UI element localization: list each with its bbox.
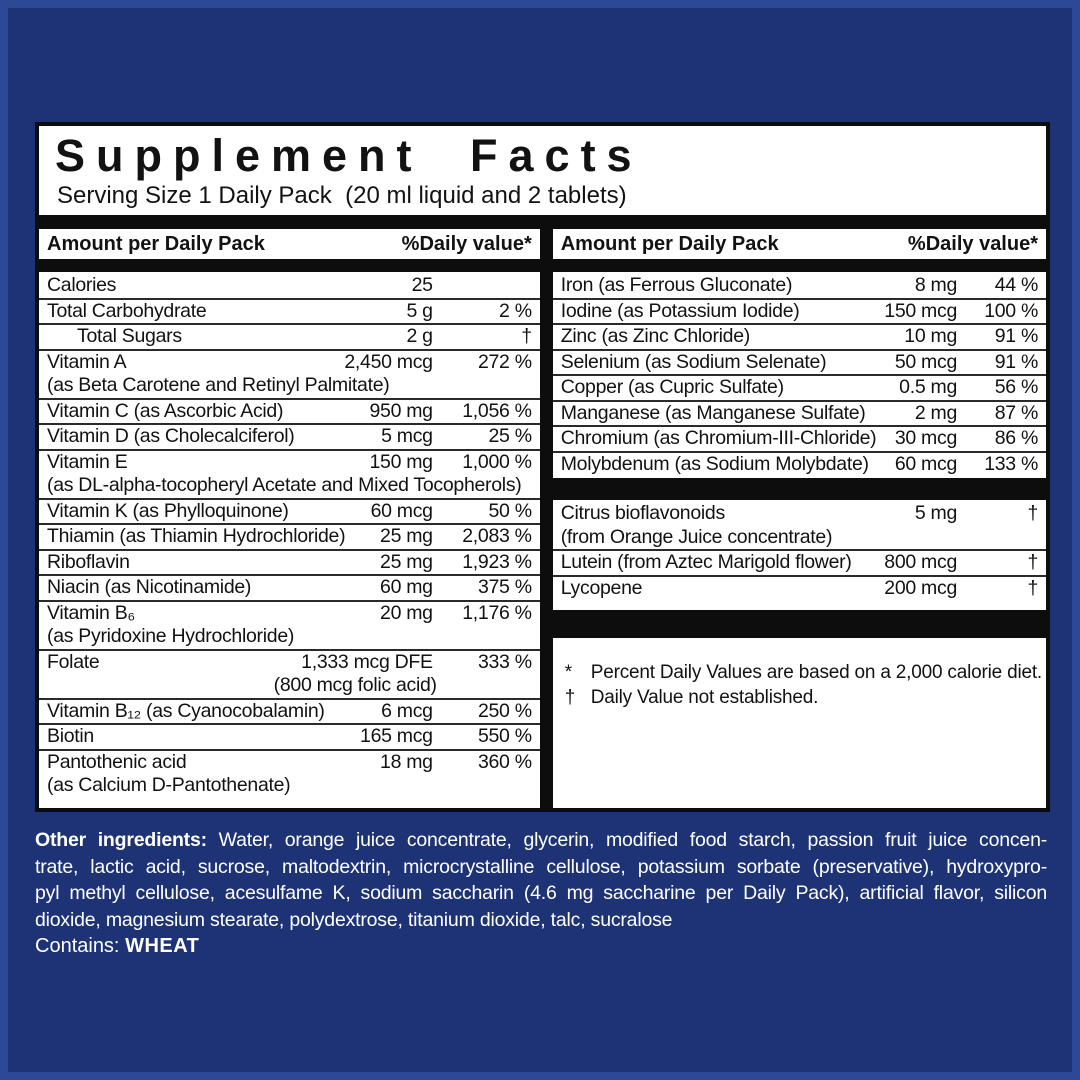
nutrient-line xyxy=(561,300,1038,324)
supplement-facts-panel xyxy=(35,122,1050,812)
nutrient-line xyxy=(561,453,1038,477)
allergen-statement xyxy=(35,933,1047,960)
nutrient-name: Iron (as Ferrous Gluconate) xyxy=(560,274,793,296)
nutrient-row xyxy=(39,549,540,575)
other-ingredients-section xyxy=(35,827,1047,960)
nutrient-name: Vitamin B₆ xyxy=(47,601,135,624)
nutrient-name: Vitamin B₁₂ (as Cyanocobalamin) xyxy=(47,699,325,722)
nutrient-name: Niacin (as Nicotinamide) xyxy=(47,576,252,598)
nutrient-amount: 25 xyxy=(411,274,433,296)
nutrient-row xyxy=(39,498,540,524)
nutrient-line xyxy=(561,351,1038,375)
separator-band xyxy=(39,215,1046,229)
nutrient-name: Total Sugars xyxy=(77,325,182,347)
nutrient-name: Iodine (as Potassium Iodide) xyxy=(560,299,800,322)
nutrient-line xyxy=(47,451,532,475)
nutrient-amount: 950 mg xyxy=(369,399,433,422)
nutrient-daily-value: † xyxy=(1027,551,1038,573)
nutrient-row xyxy=(553,400,1046,426)
nutrient-name: Calories xyxy=(47,274,117,296)
nutrient-source-note: (as Pyridoxine Hydrochloride) xyxy=(47,625,295,647)
nutrient-line xyxy=(47,651,532,675)
nutrient-daily-value: 1,923 % xyxy=(462,550,532,573)
nutrient-line xyxy=(47,425,532,449)
nutrient-row xyxy=(553,425,1046,451)
nutrient-daily-value: 86 % xyxy=(994,427,1038,449)
separator-band xyxy=(553,259,1046,272)
nutrient-row xyxy=(553,274,1046,298)
nutrient-amount: 5 g xyxy=(406,299,433,322)
nutrient-row xyxy=(39,649,540,698)
nutrient-name: Citrus bioflavonoids xyxy=(560,502,725,524)
nutrient-name: Selenium (as Sodium Selenate) xyxy=(560,350,827,373)
footnotes-box xyxy=(553,638,1046,808)
nutrient-name: Lycopene xyxy=(560,576,643,599)
nutrient-amount: 8 mg xyxy=(914,274,957,296)
nutrient-name: Thiamin (as Thiamin Hydrochloride) xyxy=(47,525,346,547)
nutrient-line xyxy=(47,525,532,549)
nutrient-name: Biotin xyxy=(47,725,94,747)
nutrient-row xyxy=(39,323,540,349)
vitamins-table xyxy=(39,272,540,808)
nutrient-row xyxy=(39,449,540,498)
nutrient-name: Chromium (as Chromium-III-Chloride) xyxy=(560,427,877,449)
nutrient-amount: 150 mg xyxy=(369,450,433,473)
nutrient-daily-value: 87 % xyxy=(994,401,1038,424)
nutrient-amount: 2,450 mcg xyxy=(344,350,433,373)
right-column xyxy=(553,229,1046,808)
nutrient-name: Manganese (as Manganese Sulfate) xyxy=(560,401,866,424)
nutrient-daily-value: 25 % xyxy=(488,425,532,447)
nutrient-line xyxy=(561,577,1038,601)
nutrient-daily-value: 1,056 % xyxy=(462,399,532,422)
column-divider xyxy=(540,229,553,808)
right-column-header xyxy=(553,229,1046,259)
nutrient-daily-value: † xyxy=(521,325,532,347)
nutrient-row xyxy=(39,423,540,449)
facts-columns xyxy=(39,229,1046,808)
separator-band xyxy=(553,478,1046,500)
nutrient-daily-value: 56 % xyxy=(994,376,1038,398)
nutrient-amount: 200 mcg xyxy=(884,576,957,599)
separator-band xyxy=(39,259,540,272)
allergen-value: WHEAT xyxy=(125,935,200,957)
nutrient-daily-value: † xyxy=(1027,576,1038,599)
daily-value-header-label: %Daily value* xyxy=(907,232,1038,255)
other-ingredients-line: trate, lactic acid, sucrose, maltodextrin, microcrystalline cellulose, potassium sorbate (preservative), hydroxypro- xyxy=(35,855,1047,878)
nutrient-row xyxy=(553,298,1046,324)
nutrient-daily-value: 2 % xyxy=(499,299,532,322)
footnote-text: Percent Daily Values are based on a 2,000 calorie diet. xyxy=(590,662,1042,683)
nutrient-line xyxy=(47,500,532,524)
nutrient-row xyxy=(39,398,540,424)
nutrient-line xyxy=(561,551,1038,575)
nutrient-daily-value: 1,000 % xyxy=(462,450,532,473)
contains-label: Contains: xyxy=(35,935,120,957)
nutrient-name: Folate xyxy=(47,650,100,673)
footnote-daily-values xyxy=(565,660,1042,685)
nutrient-row xyxy=(39,600,540,649)
nutrient-daily-value: 100 % xyxy=(984,299,1038,322)
nutrient-amount: 60 mcg xyxy=(370,499,433,522)
nutrient-daily-value: 375 % xyxy=(477,576,532,598)
nutrient-row xyxy=(553,575,1046,601)
nutrient-line xyxy=(47,400,532,424)
nutrient-name: Vitamin C (as Ascorbic Acid) xyxy=(47,399,284,422)
nutrient-line xyxy=(47,551,532,575)
nutrient-line xyxy=(47,700,532,724)
nutrient-amount: 25 mg xyxy=(380,525,433,547)
nutrient-amount: 60 mcg xyxy=(894,452,957,475)
daily-value-header-label: %Daily value* xyxy=(401,232,532,255)
nutrient-daily-value: 333 % xyxy=(477,650,532,673)
nutrient-row xyxy=(553,349,1046,375)
nutrient-amount-note: (800 mcg folic acid) xyxy=(273,674,437,696)
nutrient-daily-value: 50 % xyxy=(488,499,532,522)
nutrient-amount: 20 mg xyxy=(380,601,433,624)
nutrient-name: Lutein (from Aztec Marigold flower) xyxy=(560,551,852,573)
panel-title: Supplement Facts xyxy=(55,130,643,181)
nutrient-row xyxy=(553,549,1046,575)
nutrient-row xyxy=(39,749,540,798)
nutrient-amount: 5 mcg xyxy=(381,425,433,447)
left-column-header xyxy=(39,229,540,259)
nutrient-source-note: (as DL-alpha-tocopheryl Acetate and Mixed Tocopherols) xyxy=(47,474,522,496)
nutrient-amount: 2 g xyxy=(406,325,433,347)
nutrient-row xyxy=(39,298,540,324)
nutrient-row xyxy=(39,523,540,549)
nutrient-daily-value: 91 % xyxy=(994,350,1038,373)
nutrient-row xyxy=(39,274,540,298)
nutrient-row xyxy=(39,574,540,600)
nutrient-name: Total Carbohydrate xyxy=(47,299,207,322)
other-ingredients-line: pyl methyl cellulose, acesulfame K, sodium saccharin (4.6 mg saccharine per Daily Pack), artificial flavor, silicon xyxy=(35,882,1047,904)
nutrient-amount: 50 mcg xyxy=(894,350,957,373)
nutrient-name: Molybdenum (as Sodium Molybdate) xyxy=(560,452,869,475)
nutrient-row xyxy=(39,698,540,724)
asterisk-marker: * xyxy=(564,662,572,683)
serving-size-text: Serving Size 1 Daily Pack (20 ml liquid and 2 tablets) xyxy=(57,182,627,209)
nutrient-line xyxy=(561,402,1038,426)
footnote-text: Daily Value not established. xyxy=(590,687,819,708)
dagger-marker: † xyxy=(564,687,576,708)
botanicals-table xyxy=(553,500,1046,610)
other-ingredients-heading: Other ingredients: xyxy=(35,829,207,851)
nutrient-line xyxy=(561,502,1038,526)
nutrient-line xyxy=(47,751,532,775)
other-ingredients-text: Water, orange juice concentrate, glycerin, modified food starch, passion fruit juice concen- xyxy=(218,829,1048,851)
nutrient-daily-value: 44 % xyxy=(994,274,1038,296)
nutrient-source-note: (as Calcium D-Pantothenate) xyxy=(47,774,291,796)
nutrient-name: Pantothenic acid xyxy=(47,750,187,773)
nutrient-amount: 150 mcg xyxy=(884,299,957,322)
nutrient-line xyxy=(561,325,1038,349)
nutrient-line xyxy=(561,376,1038,400)
nutrient-row xyxy=(553,502,1046,549)
nutrient-amount: 10 mg xyxy=(904,325,957,347)
nutrient-name: Copper (as Cupric Sulfate) xyxy=(560,376,784,398)
nutrient-amount: 18 mg xyxy=(380,750,433,773)
nutrient-name: Zinc (as Zinc Chloride) xyxy=(560,325,750,347)
nutrient-line xyxy=(47,602,532,626)
panel-header xyxy=(39,126,1046,215)
amount-header-label: Amount per Daily Pack xyxy=(47,232,265,255)
nutrient-row xyxy=(553,374,1046,400)
nutrient-line xyxy=(561,427,1038,451)
nutrient-name: Vitamin A xyxy=(47,350,127,373)
nutrient-name: Vitamin K (as Phylloquinone) xyxy=(47,499,289,522)
nutrient-line xyxy=(47,274,532,298)
nutrient-line xyxy=(47,351,532,375)
other-ingredients-line: dioxide, magnesium stearate, polydextrose, titanium dioxide, talc, sucralose xyxy=(35,908,673,931)
nutrient-name: Vitamin D (as Cholecalciferol) xyxy=(47,425,295,447)
nutrient-amount: 165 mcg xyxy=(360,725,433,747)
nutrient-line xyxy=(47,576,532,600)
nutrient-amount: 800 mcg xyxy=(884,551,957,573)
nutrient-name: Riboflavin xyxy=(47,550,130,573)
nutrient-amount: 0.5 mg xyxy=(899,376,957,398)
minerals-table xyxy=(553,272,1046,478)
nutrient-daily-value: 550 % xyxy=(477,725,532,747)
nutrient-row xyxy=(553,323,1046,349)
nutrient-amount: 1,333 mcg DFE xyxy=(301,650,433,673)
nutrient-daily-value: 1,176 % xyxy=(462,601,532,624)
nutrient-line xyxy=(47,725,532,749)
nutrient-line xyxy=(47,300,532,324)
nutrient-amount: 5 mg xyxy=(914,502,957,524)
nutrient-amount: 6 mcg xyxy=(381,699,433,722)
nutrient-row xyxy=(39,349,540,398)
nutrient-name: Vitamin E xyxy=(47,450,128,473)
nutrient-daily-value: 133 % xyxy=(984,452,1038,475)
other-ingredients-line xyxy=(35,827,1047,854)
nutrient-row xyxy=(553,451,1046,477)
nutrient-line xyxy=(561,274,1038,298)
amount-header-label: Amount per Daily Pack xyxy=(560,232,779,255)
nutrient-daily-value: 360 % xyxy=(477,750,532,773)
nutrient-row xyxy=(39,723,540,749)
separator-band xyxy=(553,610,1046,638)
nutrient-daily-value: 250 % xyxy=(477,699,532,722)
nutrient-daily-value: 91 % xyxy=(994,325,1038,347)
nutrient-amount: 30 mcg xyxy=(894,427,957,449)
nutrient-amount: 2 mg xyxy=(914,401,957,424)
nutrient-source-note: (from Orange Juice concentrate) xyxy=(560,525,833,548)
footnote-dagger xyxy=(565,685,1042,710)
nutrient-line xyxy=(47,325,532,349)
nutrient-daily-value: 272 % xyxy=(477,350,532,373)
nutrient-amount: 60 mg xyxy=(380,576,433,598)
left-column xyxy=(39,229,540,808)
nutrient-daily-value: 2,083 % xyxy=(462,525,532,547)
nutrient-daily-value: † xyxy=(1027,502,1038,524)
nutrient-source-note: (as Beta Carotene and Retinyl Palmitate) xyxy=(47,374,390,396)
nutrient-amount: 25 mg xyxy=(380,550,433,573)
